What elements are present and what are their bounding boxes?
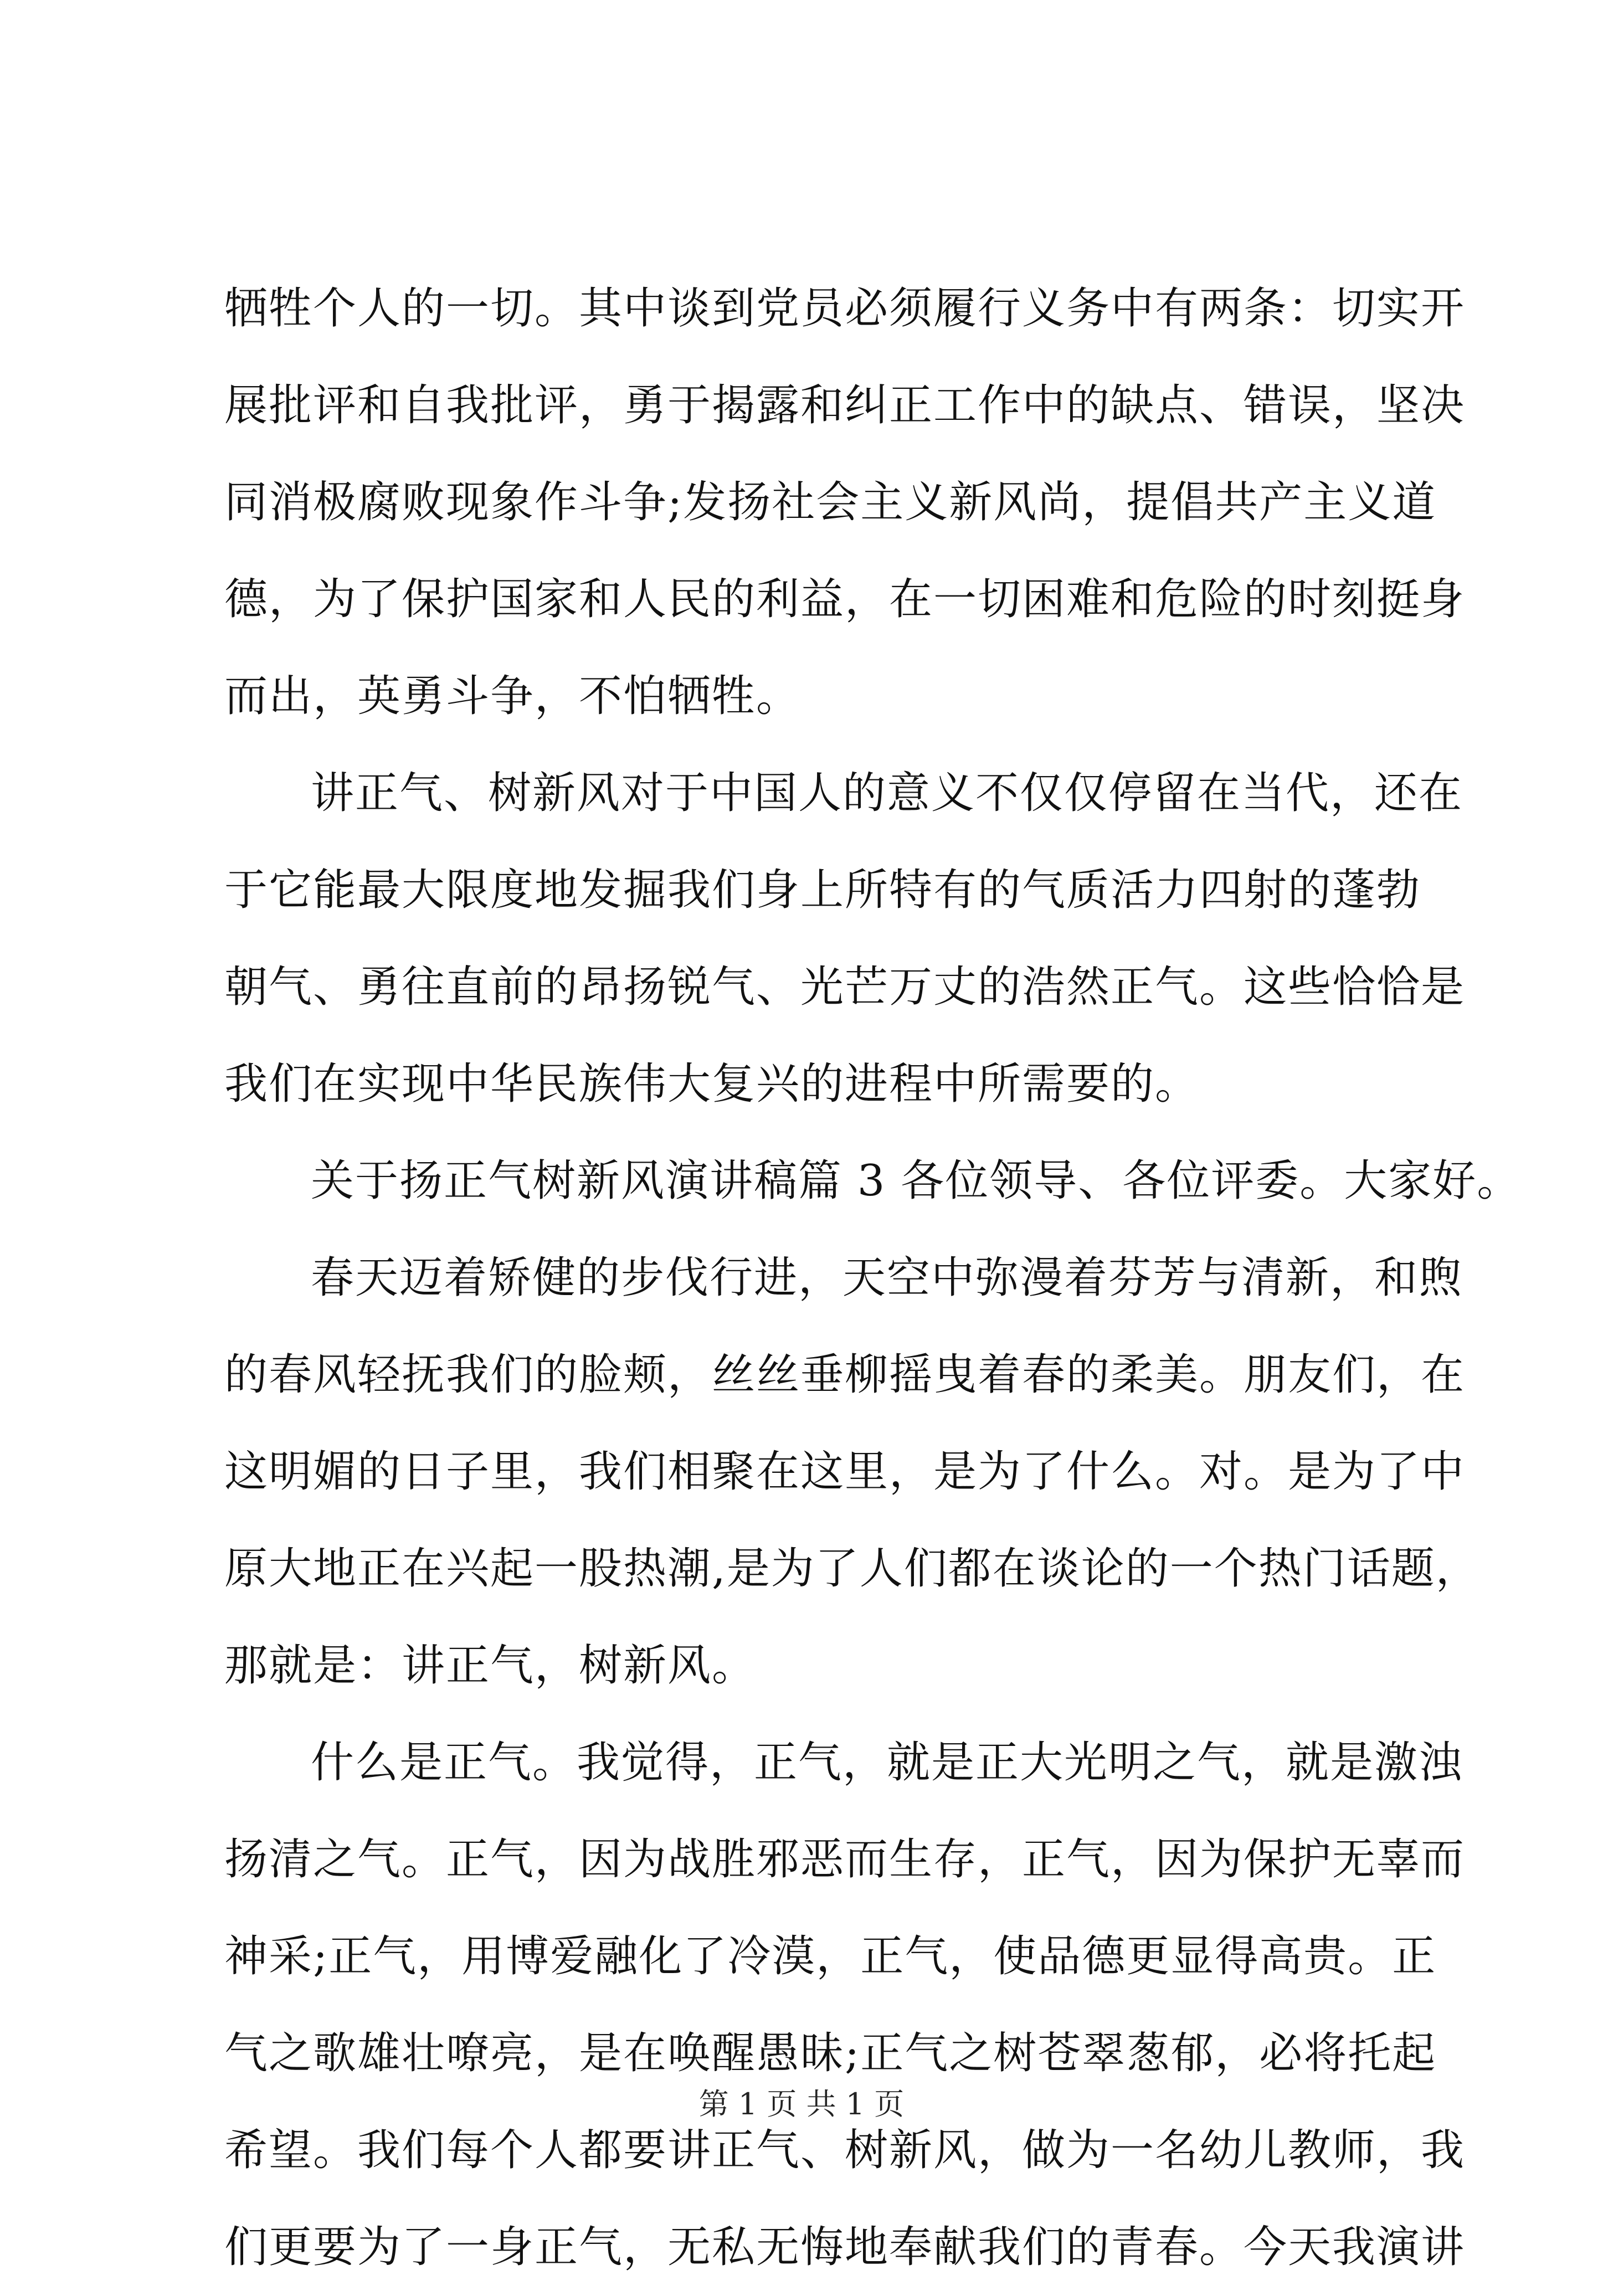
text-line: 这明媚的日子里，我们相聚在这里，是为了什么。对。是为了中 (224, 1447, 1466, 1497)
text-line: 气之歌雄壮嘹亮，是在唤醒愚昧;正气之树苍翠葱郁，必将托起 (224, 2028, 1437, 2078)
paragraph-start-line: 讲正气、树新风对于中国人的意义不仅仅停留在当代，还在 (311, 768, 1463, 818)
paragraph-start-line: 关于扬正气树新风演讲稿篇 3 各位领导、各位评委。大家好。 (311, 1156, 1522, 1206)
paragraph-start-line: 春天迈着矫健的步伐行进，天空中弥漫着芬芳与清新，和煦 (311, 1253, 1463, 1303)
text-line: 那就是：讲正气，树新风。 (224, 1641, 757, 1691)
text-line: 我们在实现中华民族伟大复兴的进程中所需要的。 (224, 1059, 1200, 1109)
text-line: 扬清之气。正气，因为战胜邪恶而生存，正气，因为保护无辜而 (224, 1835, 1466, 1884)
text-line: 而出，英勇斗争，不怕牺牲。 (224, 671, 801, 721)
text-line: 原大地正在兴起一股热潮,是为了人们都在谈论的一个热门话题， (224, 1544, 1480, 1594)
page-footer: 第 1 页 共 1 页 (698, 2087, 905, 2122)
text-line: 的春风轻抚我们的脸颊，丝丝垂柳摇曳着春的柔美。朋友们，在 (224, 1350, 1466, 1400)
text-line: 于它能最大限度地发掘我们身上所特有的气质活力四射的蓬勃 (224, 865, 1421, 915)
text-line: 同消极腐败现象作斗争;发扬社会主义新风尚，提倡共产主义道 (224, 477, 1437, 527)
text-line: 德，为了保护国家和人民的利益，在一切困难和危险的时刻挺身 (224, 574, 1466, 624)
paragraph-start-line: 什么是正气。我觉得，正气，就是正大光明之气，就是激浊 (311, 1738, 1463, 1788)
text-line: 希望。我们每个人都要讲正气、树新风，做为一名幼儿教师，我 (224, 2125, 1466, 2175)
text-line: 展批评和自我批评，勇于揭露和纠正工作中的缺点、错误，坚决 (224, 381, 1466, 430)
document-body (224, 260, 1522, 2296)
text-line: 们更要为了一身正气，无私无悔地奉献我们的青春。今天我演讲 (224, 2222, 1466, 2272)
text-line: 朝气、勇往直前的昂扬锐气、光芒万丈的浩然正气。这些恰恰是 (224, 962, 1466, 1012)
text-line: 神采;正气，用博爱融化了冷漠，正气，使品德更显得高贵。正 (224, 1932, 1437, 1981)
text-line: 牺牲个人的一切。其中谈到党员必须履行义务中有两条：切实开 (224, 284, 1466, 333)
